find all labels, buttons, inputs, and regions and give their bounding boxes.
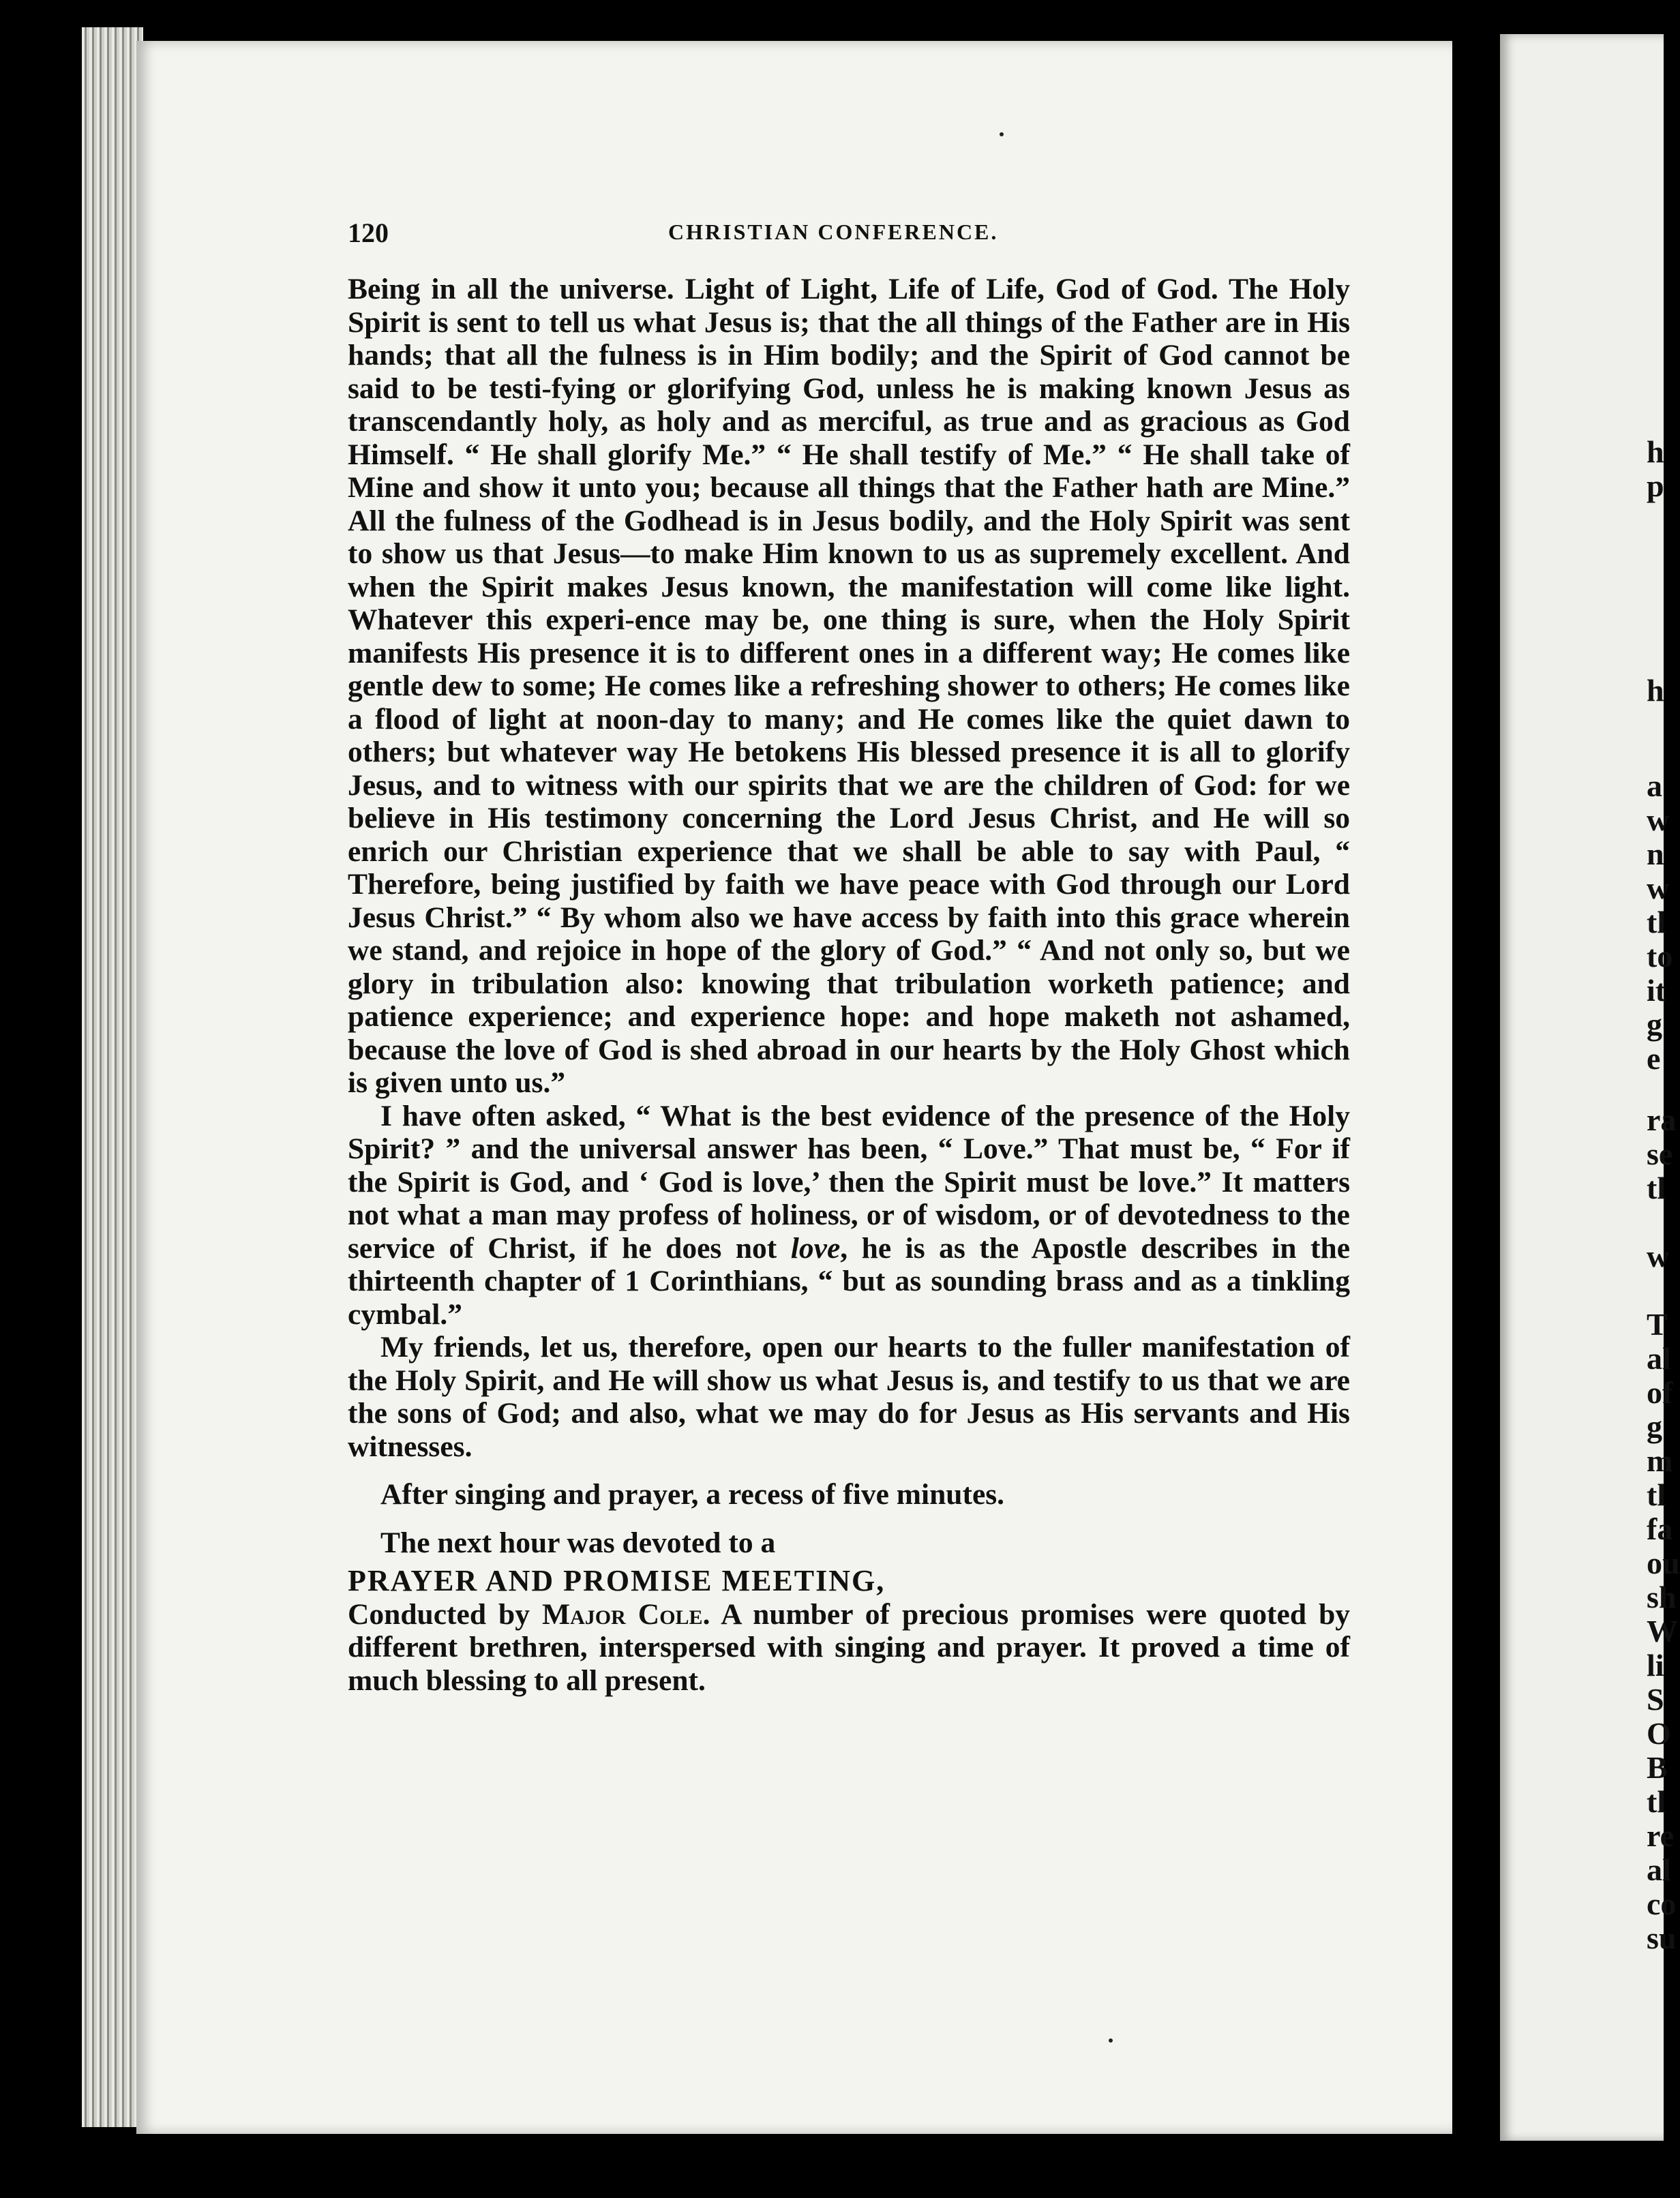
adjacent-page-fragment: g: [1647, 1409, 1662, 1444]
adjacent-page-fragment: a: [1647, 768, 1662, 803]
adjacent-page-fragment: tl: [1647, 1784, 1666, 1819]
adjacent-page-fragment: re: [1647, 1818, 1675, 1853]
book-spine-edge: [82, 27, 143, 2127]
adjacent-page-fragment: p: [1647, 468, 1664, 503]
section-heading: PRAYER AND PROMISE MEETING,: [348, 1564, 886, 1597]
paragraph-6-text-a: Conducted by: [348, 1597, 543, 1631]
paragraph-2-emphasis: love: [790, 1231, 841, 1265]
adjacent-page-fragment: w: [1647, 802, 1670, 837]
paragraph-6-text-b: A number of precious promises were quoted by different brethren, interspersed with singing and prayer. It proved a time of much blessing to all present.: [348, 1597, 1351, 1697]
paragraph-1: Being in all the universe. Light of Light, Life of Life, God of God. The Holy Spirit is sent to tell us what Jesus is; that the all things of the Father are in His hands; that all the fulness is in Him bodily; and the Spirit of God cannot be said to be testi-fying or glorifying God, unless he is making known Jesus as transcendantly holy, as holy and as merciful, as true and as gracious as God Himself. “ He shall glorify Me.” “ He shall testify of Me.” “ He shall take of Mine and show it unto you; because all things that the Father hath are Mine.” All the fulness of the Godhead is in Jesus bodily, and the Holy Spirit was sent to show us that Jesus—to make Him known to us as supremely excellent. And when the Spirit makes Jesus known, the manifestation will come like light. Whatever this experi-ence may be, one thing is sure, when the Holy Spirit manifests His presence it is to different ones in a different way; He comes like gentle dew to some; He comes like a refreshing shower to others; He comes like a flood of light at noon-day to many; and He comes like the quiet dawn to others; but whatever way He betokens His blessed presence it is all to glorify Jesus, and to witness with our spirits that we are the children of God: for we believe in His testimony concerning the Lord Jesus Christ, and He will so enrich our Christian experience that we shall be able to say with Paul, “ Therefore, being justified by faith we have peace with God through our Lord Jesus Christ.” “ By whom also we have access by faith into this grace wherein we stand, and rejoice in hope of the glory of God.” “ And not only so, but we glory in tribulation also: knowing that tribulation worketh patience; and patience experience; and experience hope: and hope maketh not ashamed, because the love of God is shed abroad in our hearts by the Holy Ghost which is given unto us.”: [348, 273, 1350, 1099]
paragraph-5: The next hour was devoted to a: [380, 1526, 776, 1559]
adjacent-page-fragment: w: [1647, 871, 1670, 905]
adjacent-page-fragment: n: [1647, 837, 1664, 871]
speck: [1000, 132, 1004, 136]
adjacent-page-fragment: O: [1647, 1716, 1671, 1751]
paragraph-2: [348, 1100, 1350, 1331]
right-page-edge: [1500, 34, 1664, 2141]
adjacent-page-fragment: fa: [1647, 1511, 1673, 1546]
adjacent-page-fragment: ou: [1647, 1546, 1680, 1580]
page-body: [348, 273, 1350, 1697]
adjacent-page-fragment: al: [1647, 1852, 1671, 1887]
adjacent-page-fragment: T: [1647, 1307, 1668, 1342]
paragraph-2-text-b: , he is as the Apostle describes in the thirteenth chapter of 1 Corinthians, “ but as sounding brass and as a tinkling cymbal.”: [348, 1231, 1350, 1331]
adjacent-page-fragment: S: [1647, 1682, 1664, 1717]
conductor-name: Major Cole.: [542, 1597, 710, 1631]
adjacent-page-fragment: of: [1647, 1375, 1673, 1410]
adjacent-page-fragment: al: [1647, 1341, 1671, 1376]
adjacent-page-fragment: h: [1647, 673, 1664, 708]
adjacent-page-fragment: ra: [1647, 1102, 1677, 1137]
adjacent-page-fragment: su: [1647, 1921, 1677, 1955]
adjacent-page-fragment: m: [1647, 1443, 1673, 1478]
adjacent-page-fragment: W: [1647, 1614, 1678, 1648]
running-title: CHRISTIAN CONFERENCE.: [668, 220, 999, 244]
adjacent-page-fragment: h: [1647, 434, 1664, 469]
running-head: [348, 217, 1343, 258]
adjacent-page-fragment: tl: [1647, 1171, 1666, 1205]
page-number: 120: [348, 217, 389, 248]
adjacent-page-fragment: it: [1647, 973, 1666, 1008]
adjacent-page-fragment: co: [1647, 1886, 1677, 1921]
speck: [1109, 2038, 1113, 2043]
adjacent-page-fragment: tl: [1647, 905, 1666, 939]
adjacent-page-fragment: tl: [1647, 1477, 1666, 1512]
adjacent-page-fragment: g: [1647, 1007, 1662, 1042]
adjacent-page-fragment: B: [1647, 1750, 1668, 1785]
adjacent-page-fragment: sh: [1647, 1580, 1677, 1614]
adjacent-page-fragment: w: [1647, 1239, 1670, 1274]
paragraph-4: After singing and prayer, a recess of five minutes.: [380, 1478, 1005, 1511]
adjacent-page-fragment: li: [1647, 1648, 1664, 1683]
paragraph-2-text-a: I have often asked, “ What is the best evidence of the presence of the Holy Spirit? ” and the universal answer has been, “ Love.” That must be, “ For if the Spirit is God, and ‘ God is love,’ then the Spirit must be love.” It matters not what a man may profess of holiness, or of wisdom, or of devotedness to the service of Christ, if he does not: [348, 1099, 1350, 1265]
adjacent-page-fragment: to: [1647, 939, 1673, 974]
adjacent-page-fragment: se: [1647, 1136, 1673, 1171]
paragraph-6: [348, 1598, 1350, 1698]
paragraph-3: My friends, let us, therefore, open our hearts to the fuller manifestation of the Holy Spirit, and He will show us what Jesus is, and testify to us that we are the sons of God; and also, what we may do for Jesus as His servants and His witnesses.: [348, 1331, 1350, 1463]
adjacent-page-fragment: e: [1647, 1041, 1661, 1076]
